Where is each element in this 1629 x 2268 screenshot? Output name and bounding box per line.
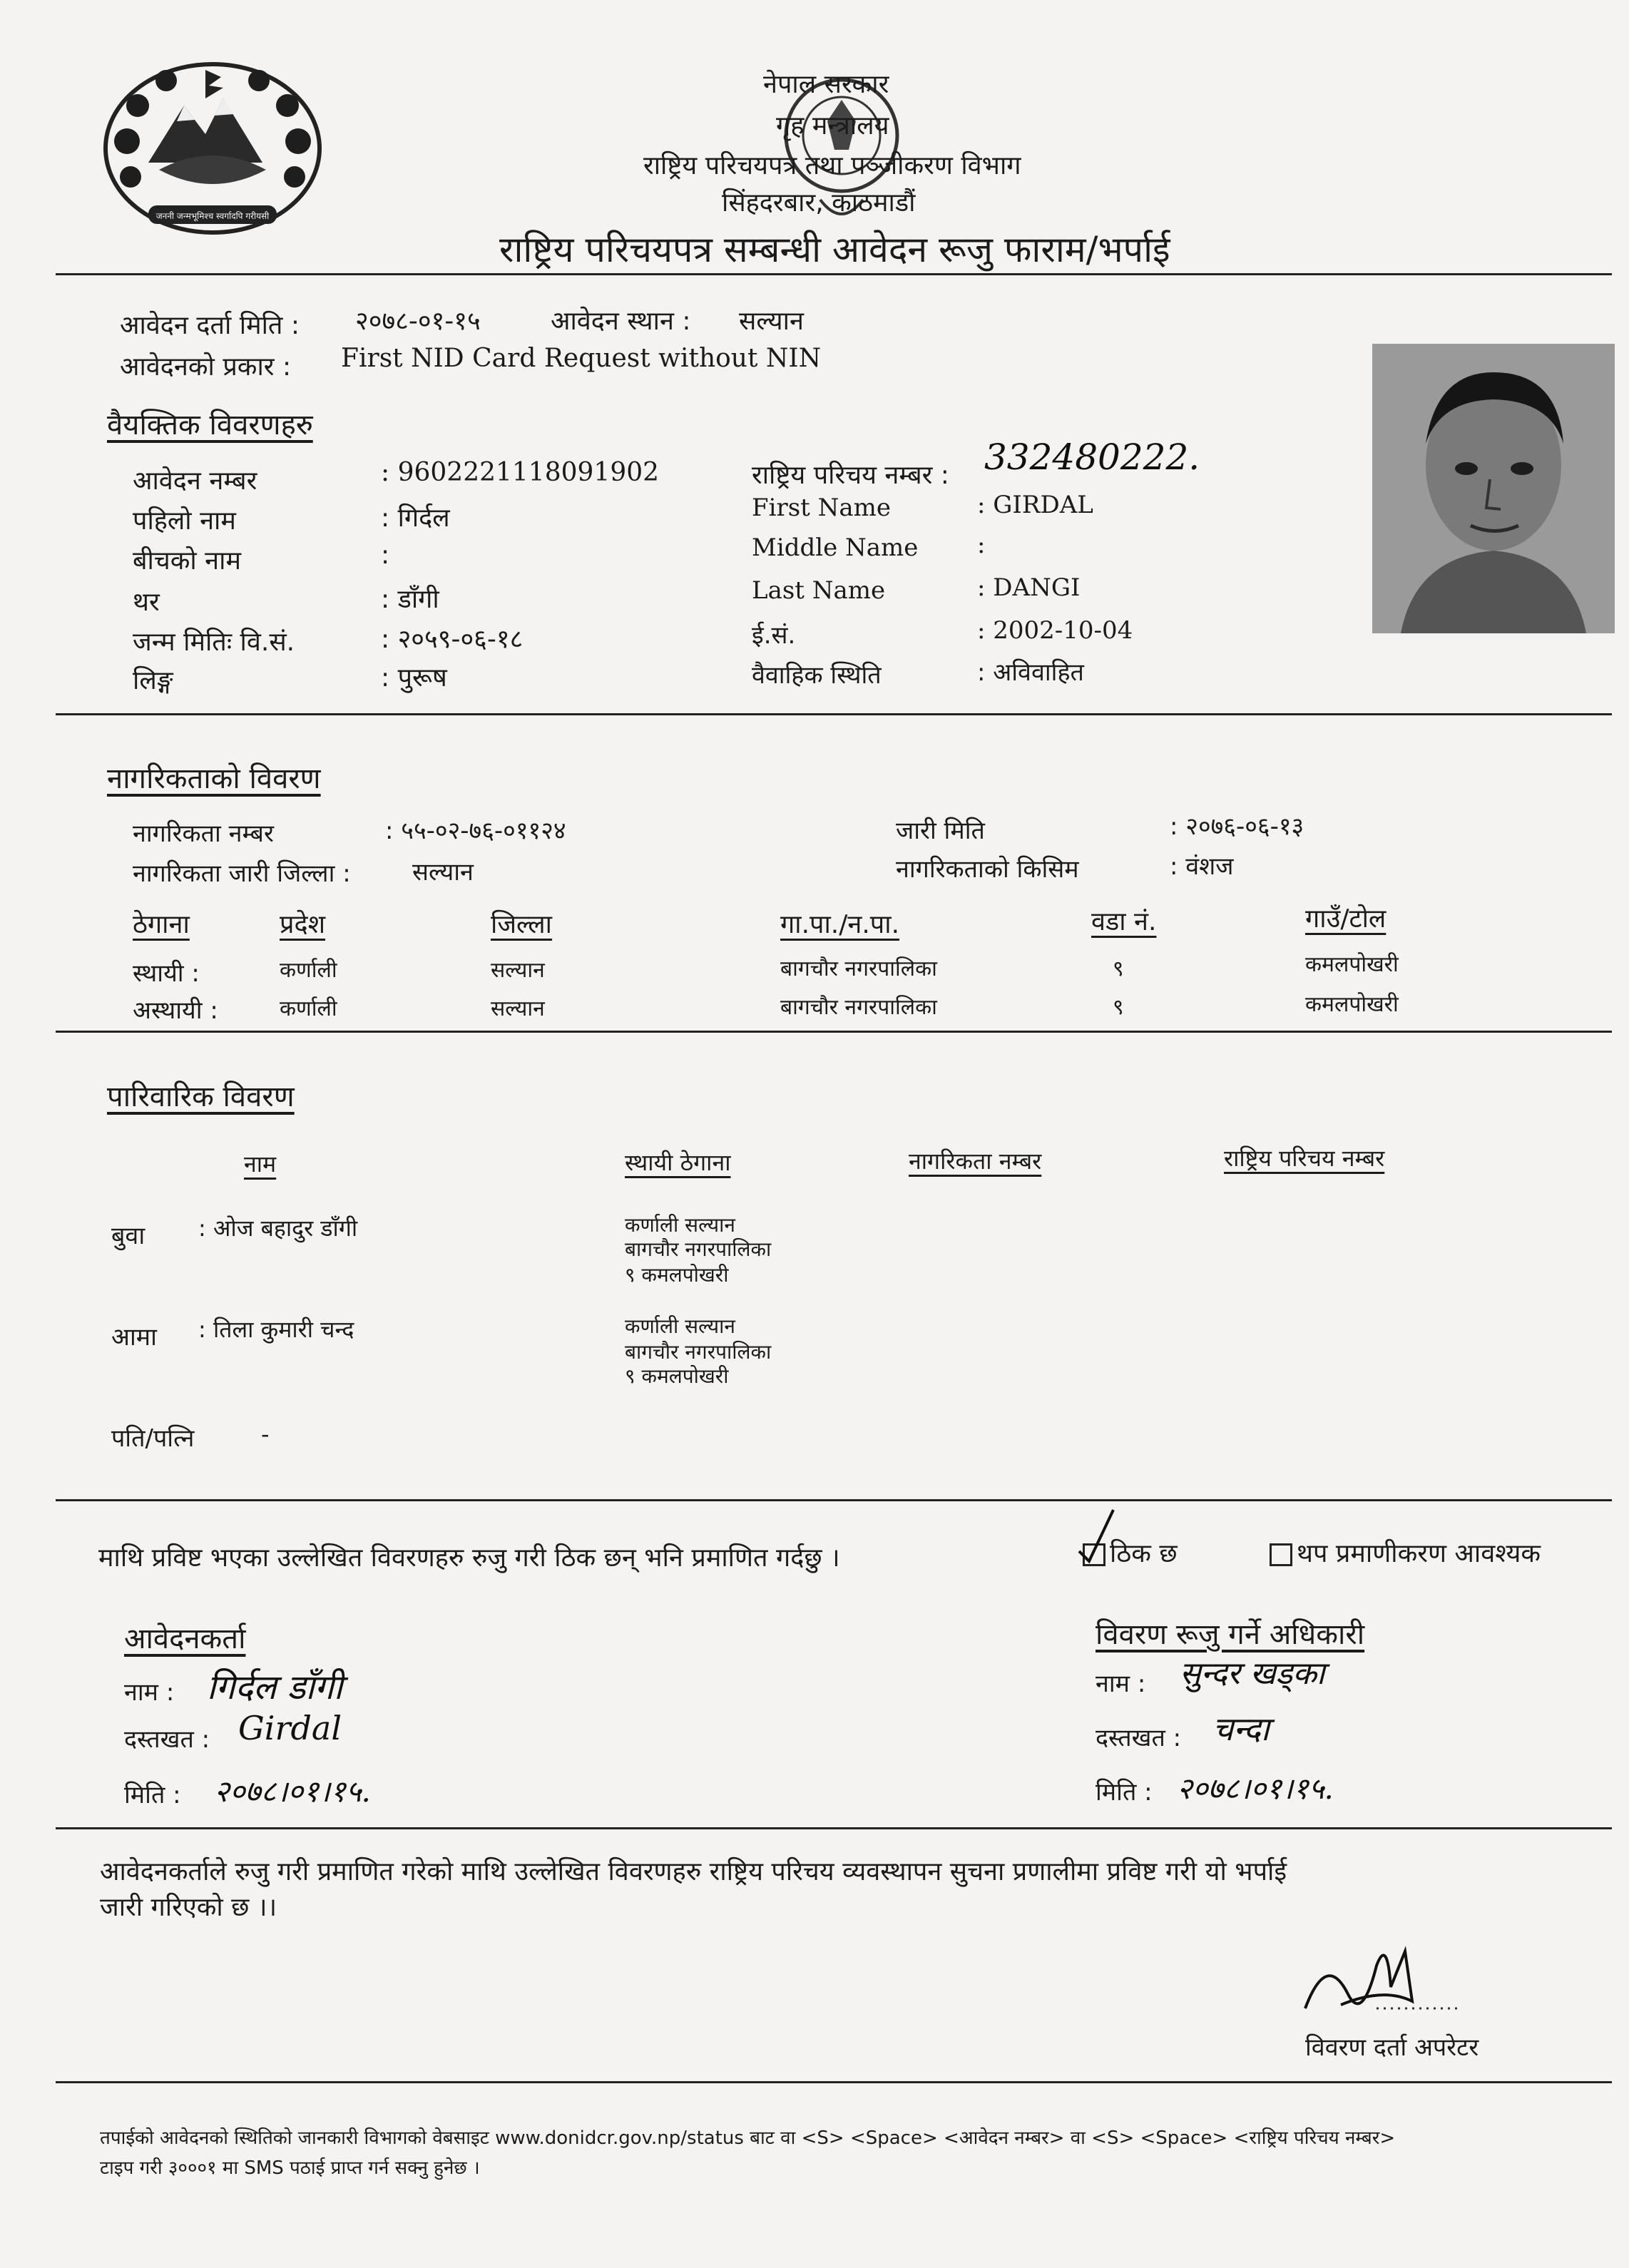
family-relation: आमा xyxy=(111,1323,157,1352)
address-cell: सल्यान xyxy=(491,958,545,983)
family-name: : तिला कुमारी चन्द xyxy=(198,1316,354,1343)
citizenship-district-label: नागरिकता जारी जिल्ला : xyxy=(133,859,351,888)
family-heading: पारिवारिक विवरण xyxy=(107,1081,295,1113)
family-header: नागरिकता नम्बर xyxy=(909,1148,1042,1175)
field-value: : xyxy=(381,541,390,570)
address-cell: कर्णाली xyxy=(280,996,337,1021)
applicant-date-label: मिति : xyxy=(124,1781,181,1809)
family-header: नाम xyxy=(244,1150,277,1178)
citizenship-number-value: : ५५-०२-७६-०११२४ xyxy=(385,817,566,845)
applicant-heading: आवेदनकर्ता xyxy=(124,1623,246,1655)
application-date-label: आवेदन दर्ता मिति : xyxy=(120,311,300,340)
field-value: : xyxy=(977,531,986,559)
verify-ok-option[interactable] xyxy=(1083,1535,1178,1570)
divider-family xyxy=(56,1499,1612,1501)
officer-name-label: नाम : xyxy=(1096,1670,1146,1698)
nid-handwritten: 332480222. xyxy=(984,436,1200,478)
field-label: Last Name xyxy=(752,576,886,605)
field-value: : डाँगी xyxy=(381,585,439,614)
field-value: : 9602221118091902 xyxy=(381,458,660,487)
divider-top xyxy=(56,273,1612,275)
receipt-line-2: जारी गरिएको छ ।। xyxy=(100,1893,277,1922)
field-label: वैवाहिक स्थिति xyxy=(752,661,882,690)
family-address: कर्णाली सल्यान xyxy=(625,1314,735,1338)
applicant-photo xyxy=(1372,344,1615,633)
applicant-signature: Girdal xyxy=(238,1709,342,1747)
verify-more-option[interactable] xyxy=(1270,1535,1541,1570)
nid-label: राष्ट्रिय परिचय नम्बर : xyxy=(752,461,949,490)
family-relation: बुवा xyxy=(111,1222,145,1250)
unchecked-box-icon[interactable] xyxy=(1270,1543,1292,1566)
field-value: : DANGI xyxy=(977,573,1081,602)
field-label: First Name xyxy=(752,494,892,522)
family-name: - xyxy=(261,1421,270,1448)
operator-signature xyxy=(1298,1937,1469,2023)
field-value: : अविवाहित xyxy=(977,658,1084,687)
family-header: राष्ट्रिय परिचय नम्बर xyxy=(1224,1145,1385,1172)
address-header: गाउँ/टोल xyxy=(1305,904,1387,934)
family-relation: पति/पत्नि xyxy=(111,1424,195,1453)
address-cell: बागचौर नगरपालिका xyxy=(780,995,937,1020)
address-cell: ९ xyxy=(1113,995,1124,1020)
field-value: : GIRDAL xyxy=(977,491,1093,519)
citizenship-issue-date-label: जारी मिति xyxy=(896,817,985,845)
field-value: : 2002-10-04 xyxy=(977,616,1133,645)
checked-box-icon[interactable] xyxy=(1083,1543,1105,1566)
address-cell: सल्यान xyxy=(491,996,545,1021)
family-address: बागचौर नगरपालिका xyxy=(625,1340,772,1364)
page-title: राष्ट्रिय परिचयपत्र सम्बन्धी आवेदन रूजु फाराम/भर्पाई xyxy=(499,229,1170,270)
application-type-value: First NID Card Request without NIN xyxy=(341,344,822,373)
address-header: वडा नं. xyxy=(1091,907,1157,936)
field-value: : २०५९-०६-१८ xyxy=(381,625,524,654)
applicant-date-handwritten: २०७८।०१।१५. xyxy=(214,1774,371,1809)
field-value: : पुरूष xyxy=(381,663,447,693)
address-header: जिल्ला xyxy=(491,910,553,939)
application-place-value: सल्यान xyxy=(739,307,804,336)
field-label: आवेदन नम्बर xyxy=(133,466,257,496)
officer-name-handwritten: सुन्दर खड्का xyxy=(1180,1655,1325,1692)
checkmark-icon xyxy=(1073,1507,1116,1564)
application-date-value: २०७८-०१-१५ xyxy=(355,307,481,336)
header-ministry: गृह मन्त्रालय xyxy=(776,111,889,141)
receipt-line-1: आवेदनकर्ताले रुजु गरी प्रमाणित गरेको माथि उल्लेखित विवरणहरु राष्ट्रिय परिचय व्यवस्थापन सुचना प्रणालीमा प्रविष्ट गरी यो भर्पाई xyxy=(100,1857,1287,1886)
field-label: Middle Name xyxy=(752,533,919,562)
field-label: ई.सं. xyxy=(752,621,796,650)
applicant-name-handwritten: गिर्दल डाँगी xyxy=(207,1667,343,1707)
address-header: ठेगाना xyxy=(133,910,190,939)
verify-statement: माथि प्रविष्ट भएका उल्लेखित विवरणहरु रुजु गरी ठिक छन् भनि प्रमाणित गर्दछु । xyxy=(98,1543,840,1573)
emblem-icon xyxy=(98,56,327,242)
person-photo-icon xyxy=(1372,344,1615,633)
family-address: ९ कमलपोखरी xyxy=(625,1263,729,1287)
header-location: सिंहदरबार, काठमाडौं xyxy=(722,188,916,218)
field-label: पहिलो नाम xyxy=(133,506,236,536)
family-name: : ओज बहादुर डाँगी xyxy=(198,1215,358,1242)
citizenship-number-label: नागरिकता नम्बर xyxy=(133,819,274,848)
field-label: लिङ्ग xyxy=(133,666,173,695)
address-cell: कमलपोखरी xyxy=(1305,992,1399,1017)
citizenship-type-label: नागरिकताको किसिम xyxy=(896,855,1079,884)
field-label: जन्म मितिः वि.सं. xyxy=(133,628,295,657)
operator-label: विवरण दर्ता अपरेटर xyxy=(1305,2033,1479,2062)
applicant-name-label: नाम : xyxy=(124,1678,175,1707)
family-address: बागचौर नगरपालिका xyxy=(625,1237,772,1261)
verify-more-label: थप प्रमाणीकरण आवश्यक xyxy=(1297,1539,1541,1568)
divider-citizenship xyxy=(56,1031,1612,1033)
footer-line-1: तपाईको आवेदनको स्थितिको जानकारी विभागको वेबसाइट www.donidcr.gov.np/status बाट वा <S> <Space> <आवेदन नम्बर> वा <S> <Space> <राष्ट्रिय परिचय नम्बर> xyxy=(100,2127,1396,2149)
footer-line-2: टाइप गरी ३०००१ मा SMS पठाई प्राप्त गर्न सक्नु हुनेछ । xyxy=(100,2157,480,2179)
field-value: : गिर्दल xyxy=(381,504,450,533)
address-header: गा.पा./न.पा. xyxy=(780,910,900,939)
application-place-label: आवेदन स्थान : xyxy=(551,307,691,336)
divider-signatures xyxy=(56,1827,1612,1829)
officer-heading: विवरण रूजु गर्ने अधिकारी xyxy=(1096,1618,1365,1651)
citizenship-heading: नागरिकताको विवरण xyxy=(107,762,321,795)
address-cell: ९ xyxy=(1113,956,1124,981)
header-govt: नेपाल सरकार xyxy=(763,70,889,99)
svg-text:जननी जन्मभूमिश्च स्वर्गादपि गर: जननी जन्मभूमिश्च स्वर्गादपि गरीयसी xyxy=(155,211,270,221)
citizenship-type-value: : वंशज xyxy=(1170,852,1234,881)
nepal-emblem xyxy=(98,56,327,242)
application-type-label: आवेदनको प्रकार : xyxy=(120,352,292,382)
address-header: प्रदेश xyxy=(280,910,326,939)
personal-heading: वैयक्तिक विवरणहरु xyxy=(107,409,313,441)
citizenship-district-value: सल्यान xyxy=(412,858,474,887)
divider-personal xyxy=(56,713,1612,715)
officer-date-label: मिति : xyxy=(1096,1778,1153,1807)
address-cell: कमलपोखरी xyxy=(1305,952,1399,977)
address-cell: बागचौर नगरपालिका xyxy=(780,956,937,981)
officer-date-handwritten: २०७८।०१।१५. xyxy=(1177,1771,1334,1806)
officer-sign-label: दस्तखत : xyxy=(1096,1724,1182,1752)
address-cell: स्थायी : xyxy=(133,959,200,988)
divider-footer xyxy=(56,2081,1612,2083)
field-label: बीचको नाम xyxy=(133,546,241,576)
field-label: थर xyxy=(133,588,160,617)
address-cell: अस्थायी : xyxy=(133,996,218,1025)
address-cell: कर्णाली xyxy=(280,958,337,983)
header-department: राष्ट्रिय परिचयपत्र तथा पञ्जीकरण विभाग xyxy=(643,151,1021,180)
verify-ok-label: ठिक छ xyxy=(1110,1539,1178,1568)
applicant-sign-label: दस्तखत : xyxy=(124,1725,210,1754)
family-address: ९ कमलपोखरी xyxy=(625,1364,729,1388)
family-address: कर्णाली सल्यान xyxy=(625,1213,735,1237)
family-header: स्थायी ठेगाना xyxy=(625,1149,731,1176)
citizenship-issue-date-value: : २०७६-०६-१३ xyxy=(1170,812,1304,841)
signature-scribble-icon xyxy=(1298,1937,1469,2023)
officer-signature: चन्दा xyxy=(1212,1710,1270,1748)
